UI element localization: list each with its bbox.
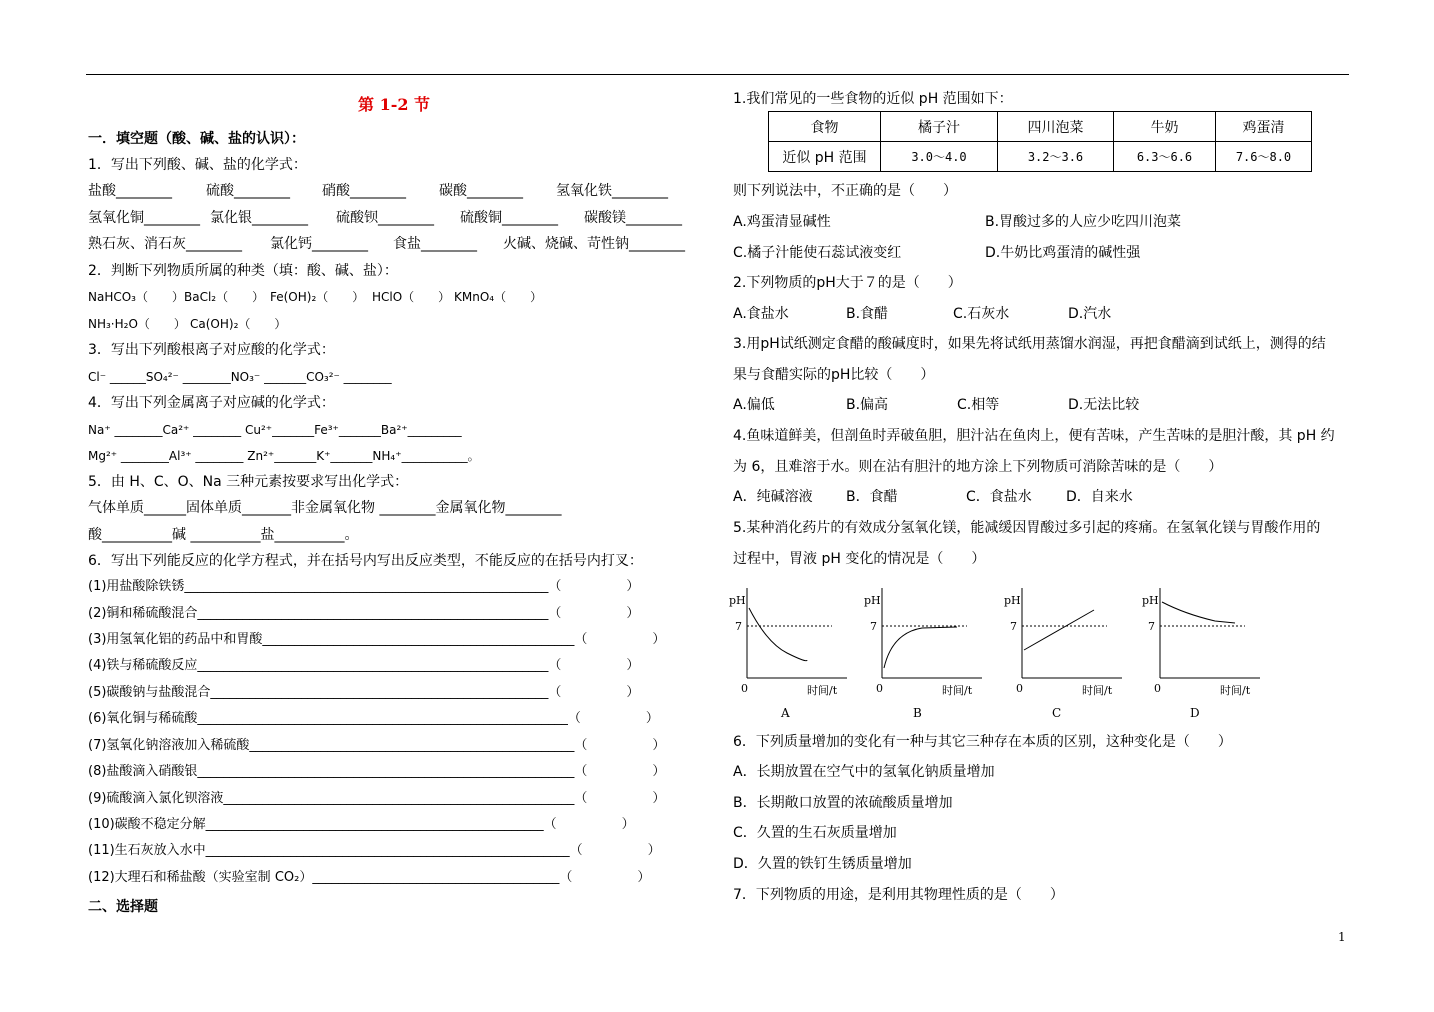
- q6-item: (5)碳酸钠与盐酸混合____________________________________________________（ ）: [88, 685, 640, 700]
- chart-option-label: D: [1190, 706, 1200, 720]
- question-2: 2．判断下列物质所属的种类（填：酸、碱、盐）：: [88, 263, 398, 279]
- ph-curve: [1024, 610, 1094, 650]
- q2-item: Fe(OH)₂（ ）: [270, 290, 365, 304]
- q1-option: D.牛奶比鸡蛋清的碱性强: [985, 245, 1141, 261]
- origin-label: 0: [1154, 682, 1161, 695]
- q2-item: BaCl₂（ ）: [184, 290, 265, 304]
- q2-item: Ca(OH)₂（ ）: [190, 317, 287, 331]
- q6-item: (7)氢氧化钠溶液加入稀硫酸__________________________________________________（ ）: [88, 738, 666, 753]
- page-title: 第 1-2 节: [358, 95, 431, 114]
- table-row: [769, 142, 1312, 172]
- x-axis-label: 时间/t: [1220, 684, 1251, 697]
- table-cell: 3.0～4.0: [881, 142, 998, 172]
- q6-item: (6)氧化铜与稀硫酸_________________________________________________________（ ）: [88, 711, 659, 726]
- q3-option: D.无法比较: [1068, 397, 1140, 413]
- ph-curve: [1162, 602, 1235, 623]
- q2-option: D.汽水: [1068, 306, 1112, 322]
- q1-item: 硫酸铜________: [460, 210, 558, 226]
- q3-row: Cl⁻ ______SO₄²⁻ ________NO₃⁻ _______CO₃²⁻ ________: [88, 370, 392, 384]
- q6-item: (2)铜和稀硫酸混合______________________________________________________（ ）: [88, 606, 640, 621]
- q4-row: Na⁺ ________Ca²⁺ ________ Cu²⁺_______Fe³⁺_______Ba²⁺_________: [88, 423, 462, 437]
- r-question-5: 5.某种消化药片的有效成分氢氧化镁，能减缓因胃酸过多引起的疼痛。在氢氧化镁与胃酸作用的: [733, 520, 1321, 536]
- ph-chart-a: [727, 588, 857, 702]
- tick-label-7: 7: [1010, 620, 1017, 633]
- q6-item: (4)铁与稀硫酸反应______________________________________________________（ ）: [88, 658, 640, 673]
- q4-option: C．食盐水: [966, 489, 1032, 505]
- q1-item: 氯化钙________: [270, 236, 368, 252]
- q1-item: 硫酸________: [206, 183, 290, 199]
- q2-option: A.食盐水: [733, 306, 789, 322]
- q2-option: C.石灰水: [953, 306, 1010, 322]
- question-3: 3．写出下列酸根离子对应酸的化学式：: [88, 342, 335, 358]
- r-question-2: 2.下列物质的pH大于７的是（ ）: [733, 275, 962, 291]
- header-rule: [86, 74, 1349, 75]
- q2-item: NH₃·H₂O（ ）: [88, 317, 186, 331]
- q4-row: Mg²⁺ ________Al³⁺ ________ Zn²⁺_______K⁺_______NH₄⁺___________。: [88, 449, 480, 463]
- section-choice: 二、选择题: [88, 899, 158, 915]
- table-cell: 6.3～6.6: [1114, 142, 1216, 172]
- q1-option: A.鸡蛋清显碱性: [733, 214, 831, 230]
- ph-chart-svg: [862, 588, 992, 698]
- y-axis-label: pH: [729, 594, 746, 607]
- q5-row: 酸__________碱 __________盐__________。: [88, 527, 359, 543]
- r-question-4-cont: 为 6，且难溶于水。则在沾有胆汁的地方涂上下列物质可消除苦味的是（ ）: [733, 459, 1223, 475]
- origin-label: 0: [741, 682, 748, 695]
- q1-item: 氢氧化铁________: [556, 183, 668, 199]
- question-6: 6．写出下列能反应的化学方程式，并在括号内写出反应类型，不能反应的在括号内打叉：: [88, 553, 643, 569]
- r-question-7: 7．下列物质的用途，是利用其物理性质的是（ ）: [733, 887, 1064, 903]
- chart-option-label: B: [913, 706, 922, 720]
- ph-chart-b: [862, 588, 992, 702]
- ph-curve: [749, 608, 807, 661]
- q6-item: (8)盐酸滴入硝酸银__________________________________________________________（ ）: [88, 764, 666, 779]
- q2-item: NaHCO₃（ ）: [88, 290, 184, 304]
- q6-item: (1)用盐酸除铁锈________________________________________________________（ ）: [88, 579, 640, 594]
- q1-item: 硫酸钡________: [336, 210, 434, 226]
- origin-label: 0: [876, 682, 883, 695]
- table-cell: 食物: [769, 112, 881, 142]
- q1-item: 食盐________: [393, 236, 477, 252]
- q2-item: HClO（ ）: [372, 290, 451, 304]
- r-question-4: 4.鱼味道鲜美，但剖鱼时弄破鱼胆，胆汁沾在鱼肉上，便有苦味，产生苦味的是胆汁酸，其 pH 约: [733, 428, 1335, 444]
- r-question-6: 6．下列质量增加的变化有一种与其它三种存在本质的区别，这种变化是（ ）: [733, 734, 1232, 750]
- q4-option: D．自来水: [1066, 489, 1133, 505]
- origin-label: 0: [1016, 682, 1023, 695]
- q4-option: B．食醋: [846, 489, 898, 505]
- r-question-1: 1.我们常见的一些食物的近似 pH 范围如下：: [733, 91, 1013, 107]
- q6-item: (9)硫酸滴入氯化钡溶液______________________________________________________（ ）: [88, 791, 666, 806]
- q6-option: A．长期放置在空气中的氢氧化钠质量增加: [733, 764, 995, 780]
- q1-option: C.橘子汁能使石蕊试液变红: [733, 245, 902, 261]
- table-row: [769, 112, 1312, 142]
- chart-option-label: A: [781, 706, 790, 720]
- r-question-5-cont: 过程中，胃液 pH 变化的情况是（ ）: [733, 551, 986, 567]
- r-question-3-cont: 果与食醋实际的pH比较（ ）: [733, 367, 935, 383]
- ph-curve: [884, 627, 957, 668]
- q1-item: 火碱、烧碱、苛性钠________: [503, 236, 685, 252]
- q6-option: D．久置的铁钉生锈质量增加: [733, 856, 912, 872]
- q1-stem: 则下列说法中，不正确的是（ ）: [733, 183, 957, 199]
- y-axis-label: pH: [1142, 594, 1159, 607]
- q1-item: 氯化银________: [210, 210, 308, 226]
- q6-item: (10)碳酸不稳定分解____________________________________________________（ ）: [88, 817, 635, 832]
- q6-option: C．久置的生石灰质量增加: [733, 825, 897, 841]
- table-cell: 橘子汁: [881, 112, 998, 142]
- q1-item: 碳酸________: [439, 183, 523, 199]
- table-cell: 鸡蛋清: [1216, 112, 1312, 142]
- q1-item: 碳酸镁________: [584, 210, 682, 226]
- q1-option: B.胃酸过多的人应少吃四川泡菜: [985, 214, 1182, 230]
- ph-chart-svg: [1002, 588, 1132, 698]
- question-4: 4．写出下列金属离子对应碱的化学式：: [88, 395, 335, 411]
- q1-item: 熟石灰、消石灰________: [88, 236, 242, 252]
- x-axis-label: 时间/t: [807, 684, 838, 697]
- q6-item: (3)用氢氧化铝的药品中和胃酸________________________________________________（ ）: [88, 632, 666, 647]
- x-axis-label: 时间/t: [942, 684, 973, 697]
- table-cell: 3.2～3.6: [998, 142, 1114, 172]
- y-axis-label: pH: [1004, 594, 1021, 607]
- q3-option: C.相等: [957, 397, 1000, 413]
- q6-option: B．长期敞口放置的浓硫酸质量增加: [733, 795, 953, 811]
- q3-option: A.偏低: [733, 397, 775, 413]
- q1-item: 硝酸________: [322, 183, 406, 199]
- y-axis-label: pH: [864, 594, 881, 607]
- q5-row: 气体单质______固体单质_______非金属氧化物 ________金属氧化物________: [88, 500, 562, 516]
- q2-item: KMnO₄（ ）: [454, 290, 543, 304]
- tick-label-7: 7: [735, 620, 742, 633]
- chart-option-label: C: [1052, 706, 1062, 720]
- table-cell: 牛奶: [1114, 112, 1216, 142]
- tick-label-7: 7: [870, 620, 877, 633]
- section-fill-in: 一．填空题（酸、碱、盐的认识）：: [88, 131, 305, 147]
- ph-chart-svg: [1140, 588, 1270, 698]
- table-cell: 四川泡菜: [998, 112, 1114, 142]
- question-1: 1．写出下列酸、碱、盐的化学式：: [88, 157, 307, 173]
- table-cell: 7.6～8.0: [1216, 142, 1312, 172]
- ph-chart-c: [1002, 588, 1132, 702]
- q3-option: B.偏高: [846, 397, 889, 413]
- q6-item: (11)生石灰放入水中________________________________________________________（ ）: [88, 843, 661, 858]
- q2-option: B.食醋: [846, 306, 889, 322]
- ph-chart-svg: [727, 588, 857, 698]
- q1-item: 盐酸________: [88, 183, 172, 199]
- tick-label-7: 7: [1148, 620, 1155, 633]
- q1-item: 氢氧化铜________: [88, 210, 200, 226]
- ph-chart-d: [1140, 588, 1270, 702]
- q6-item: (12)大理石和稀盐酸（实验室制 CO₂）______________________________________（ ）: [88, 870, 651, 885]
- q4-option: A．纯碱溶液: [733, 489, 813, 505]
- page-number: 1: [1338, 930, 1346, 944]
- ph-table: [768, 111, 1312, 172]
- question-5: 5．由 H、C、O、Na 三种元素按要求写出化学式：: [88, 474, 409, 490]
- r-question-3: 3.用pH试纸测定食醋的酸碱度时，如果先将试纸用蒸馏水润湿，再把食醋滴到试纸上，测得的结: [733, 336, 1326, 352]
- table-cell: 近似 pH 范围: [769, 142, 881, 172]
- x-axis-label: 时间/t: [1082, 684, 1113, 697]
